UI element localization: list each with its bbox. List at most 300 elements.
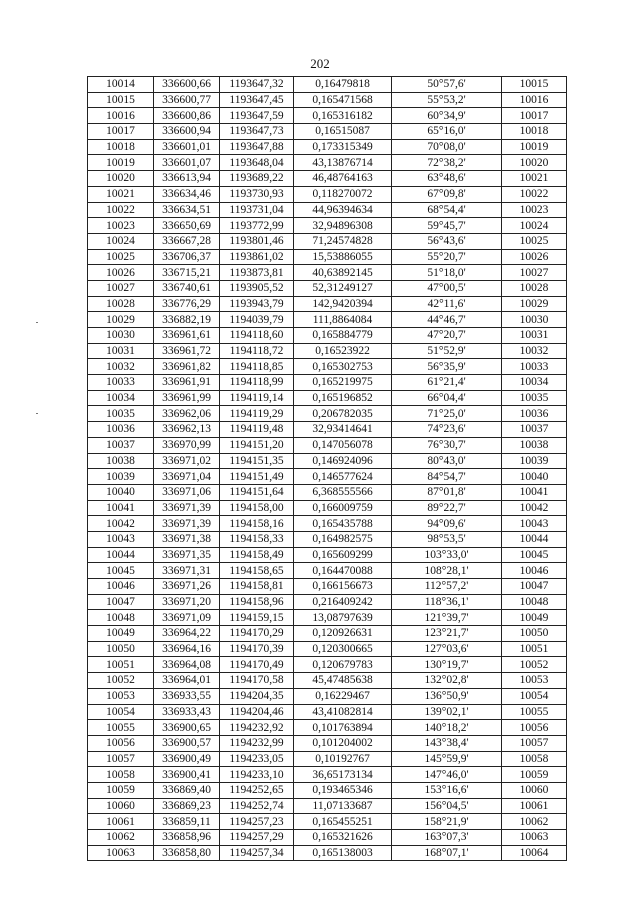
point-from-cell: 10032 [88,359,154,375]
point-to-cell: 10053 [502,673,567,689]
table-row [88,453,567,469]
scan-mark [36,322,38,323]
point-from-cell: 10041 [88,500,154,516]
point-from-cell: 10031 [88,343,154,359]
distance-cell: 0,146577624 [294,469,392,485]
table-row [88,626,567,642]
point-from-cell: 10042 [88,516,154,532]
distance-cell: 0,193465346 [294,782,392,798]
y-coordinate-cell: 1194158,65 [220,563,294,579]
point-from-cell: 10051 [88,657,154,673]
table-row [88,233,567,249]
y-coordinate-cell: 1194257,29 [220,830,294,846]
point-to-cell: 10048 [502,594,567,610]
table-row [88,531,567,547]
point-from-cell: 10049 [88,626,154,642]
y-coordinate-cell: 1193873,81 [220,265,294,281]
page-number: 202 [310,56,330,71]
direction-angle-cell: 80°43,0' [392,453,502,469]
x-coordinate-cell: 336859,11 [154,814,220,830]
x-coordinate-cell: 336961,61 [154,328,220,344]
direction-angle-cell: 70°08,0' [392,139,502,155]
distance-cell: 142,9420394 [294,296,392,312]
distance-cell: 43,13876714 [294,155,392,171]
x-coordinate-cell: 336869,23 [154,798,220,814]
y-coordinate-cell: 1193905,52 [220,280,294,296]
distance-cell: 0,10192767 [294,751,392,767]
direction-angle-cell: 56°35,9' [392,359,502,375]
table-row [88,579,567,595]
point-to-cell: 10046 [502,563,567,579]
point-from-cell: 10047 [88,594,154,610]
y-coordinate-cell: 1193731,04 [220,202,294,218]
distance-cell: 46,48764163 [294,171,392,187]
distance-cell: 6,368555566 [294,484,392,500]
point-to-cell: 10043 [502,516,567,532]
point-from-cell: 10021 [88,186,154,202]
distance-cell: 0,216409242 [294,594,392,610]
table-row [88,375,567,391]
table-row [88,735,567,751]
y-coordinate-cell: 1194039,79 [220,312,294,328]
direction-angle-cell: 47°00,5' [392,280,502,296]
x-coordinate-cell: 336964,08 [154,657,220,673]
point-to-cell: 10034 [502,375,567,391]
point-to-cell: 10057 [502,735,567,751]
direction-angle-cell: 84°54,7' [392,469,502,485]
point-from-cell: 10030 [88,328,154,344]
table-row [88,830,567,846]
x-coordinate-cell: 336964,22 [154,626,220,642]
table-row [88,249,567,265]
direction-angle-cell: 61°21,4' [392,375,502,391]
y-coordinate-cell: 1194257,34 [220,845,294,861]
point-from-cell: 10058 [88,767,154,783]
y-coordinate-cell: 1194252,65 [220,782,294,798]
x-coordinate-cell: 336900,41 [154,767,220,783]
point-from-cell: 10019 [88,155,154,171]
x-coordinate-cell: 336971,39 [154,516,220,532]
x-coordinate-cell: 336715,21 [154,265,220,281]
direction-angle-cell: 130°19,7' [392,657,502,673]
table-row [88,280,567,296]
point-from-cell: 10039 [88,469,154,485]
point-from-cell: 10034 [88,390,154,406]
x-coordinate-cell: 336667,28 [154,233,220,249]
point-from-cell: 10018 [88,139,154,155]
point-to-cell: 10047 [502,579,567,595]
table-row [88,92,567,108]
point-to-cell: 10015 [502,77,567,93]
distance-cell: 43,41082814 [294,704,392,720]
x-coordinate-cell: 336600,94 [154,124,220,140]
y-coordinate-cell: 1194158,16 [220,516,294,532]
y-coordinate-cell: 1194232,99 [220,735,294,751]
direction-angle-cell: 59°45,7' [392,218,502,234]
point-to-cell: 10027 [502,265,567,281]
table-row [88,720,567,736]
direction-angle-cell: 121°39,7' [392,610,502,626]
direction-angle-cell: 147°46,0' [392,767,502,783]
table-row [88,563,567,579]
scan-mark [36,413,38,414]
y-coordinate-cell: 1194158,00 [220,500,294,516]
direction-angle-cell: 51°52,9' [392,343,502,359]
x-coordinate-cell: 336971,04 [154,469,220,485]
y-coordinate-cell: 1194118,72 [220,343,294,359]
distance-cell: 71,24574828 [294,233,392,249]
table-row [88,594,567,610]
x-coordinate-cell: 336961,72 [154,343,220,359]
point-from-cell: 10014 [88,77,154,93]
point-from-cell: 10022 [88,202,154,218]
direction-angle-cell: 72°38,2' [392,155,502,171]
distance-cell: 0,165302753 [294,359,392,375]
x-coordinate-cell: 336964,01 [154,673,220,689]
direction-angle-cell: 68°54,4' [392,202,502,218]
x-coordinate-cell: 336601,07 [154,155,220,171]
y-coordinate-cell: 1193647,45 [220,92,294,108]
distance-cell: 13,08797639 [294,610,392,626]
y-coordinate-cell: 1193647,88 [220,139,294,155]
table-row [88,139,567,155]
point-from-cell: 10045 [88,563,154,579]
table-row [88,814,567,830]
distance-cell: 111,8864084 [294,312,392,328]
distance-cell: 0,165455251 [294,814,392,830]
distance-cell: 0,165219975 [294,375,392,391]
distance-cell: 0,165316182 [294,108,392,124]
point-to-cell: 10028 [502,280,567,296]
distance-cell: 0,120926631 [294,626,392,642]
y-coordinate-cell: 1194158,33 [220,531,294,547]
x-coordinate-cell: 336933,43 [154,704,220,720]
direction-angle-cell: 132°02,8' [392,673,502,689]
point-from-cell: 10023 [88,218,154,234]
y-coordinate-cell: 1194170,58 [220,673,294,689]
y-coordinate-cell: 1194119,14 [220,390,294,406]
direction-angle-cell: 51°18,0' [392,265,502,281]
y-coordinate-cell: 1194233,05 [220,751,294,767]
point-from-cell: 10024 [88,233,154,249]
direction-angle-cell: 163°07,3' [392,830,502,846]
point-from-cell: 10036 [88,422,154,438]
distance-cell: 11,07133687 [294,798,392,814]
point-from-cell: 10046 [88,579,154,595]
table-row [88,77,567,93]
table-row [88,673,567,689]
distance-cell: 0,164470088 [294,563,392,579]
direction-angle-cell: 108°28,1' [392,563,502,579]
table-row [88,657,567,673]
y-coordinate-cell: 1194158,96 [220,594,294,610]
point-to-cell: 10019 [502,139,567,155]
direction-angle-cell: 76°30,7' [392,437,502,453]
direction-angle-cell: 67°09,8' [392,186,502,202]
distance-cell: 45,47485638 [294,673,392,689]
point-from-cell: 10017 [88,124,154,140]
point-to-cell: 10054 [502,688,567,704]
y-coordinate-cell: 1194119,29 [220,406,294,422]
table-row [88,641,567,657]
direction-angle-cell: 156°04,5' [392,798,502,814]
table-row [88,265,567,281]
table-row [88,390,567,406]
distance-cell: 0,118270072 [294,186,392,202]
table-row [88,186,567,202]
direction-angle-cell: 56°43,6' [392,233,502,249]
x-coordinate-cell: 336600,77 [154,92,220,108]
x-coordinate-cell: 336858,96 [154,830,220,846]
y-coordinate-cell: 1194159,15 [220,610,294,626]
point-to-cell: 10062 [502,814,567,830]
y-coordinate-cell: 1193648,04 [220,155,294,171]
distance-cell: 52,31249127 [294,280,392,296]
direction-angle-cell: 153°16,6' [392,782,502,798]
direction-angle-cell: 60°34,9' [392,108,502,124]
y-coordinate-cell: 1194151,64 [220,484,294,500]
direction-angle-cell: 168°07,1' [392,845,502,861]
distance-cell: 0,146924096 [294,453,392,469]
distance-cell: 44,96394634 [294,202,392,218]
point-to-cell: 10050 [502,626,567,642]
x-coordinate-cell: 336961,99 [154,390,220,406]
x-coordinate-cell: 336961,82 [154,359,220,375]
direction-angle-cell: 66°04,4' [392,390,502,406]
point-from-cell: 10043 [88,531,154,547]
point-from-cell: 10063 [88,845,154,861]
point-from-cell: 10044 [88,547,154,563]
point-to-cell: 10039 [502,453,567,469]
point-to-cell: 10042 [502,500,567,516]
direction-angle-cell: 65°16,0' [392,124,502,140]
distance-cell: 0,206782035 [294,406,392,422]
y-coordinate-cell: 1194151,49 [220,469,294,485]
direction-angle-cell: 87°01,8' [392,484,502,500]
point-from-cell: 10038 [88,453,154,469]
table-row [88,155,567,171]
y-coordinate-cell: 1193689,22 [220,171,294,187]
x-coordinate-cell: 336900,49 [154,751,220,767]
table-row [88,124,567,140]
point-from-cell: 10016 [88,108,154,124]
point-to-cell: 10038 [502,437,567,453]
point-to-cell: 10037 [502,422,567,438]
point-from-cell: 10055 [88,720,154,736]
table-row [88,845,567,861]
distance-cell: 0,165609299 [294,547,392,563]
y-coordinate-cell: 1194170,49 [220,657,294,673]
point-to-cell: 10026 [502,249,567,265]
table-row [88,218,567,234]
point-from-cell: 10054 [88,704,154,720]
y-coordinate-cell: 1194232,92 [220,720,294,736]
point-from-cell: 10015 [88,92,154,108]
y-coordinate-cell: 1194158,81 [220,579,294,595]
distance-cell: 32,93414641 [294,422,392,438]
table-row [88,798,567,814]
point-to-cell: 10059 [502,767,567,783]
point-to-cell: 10056 [502,720,567,736]
table-row [88,312,567,328]
x-coordinate-cell: 336970,99 [154,437,220,453]
distance-cell: 0,165196852 [294,390,392,406]
x-coordinate-cell: 336613,94 [154,171,220,187]
point-to-cell: 10017 [502,108,567,124]
x-coordinate-cell: 336776,29 [154,296,220,312]
direction-angle-cell: 55°20,7' [392,249,502,265]
distance-cell: 0,120300665 [294,641,392,657]
point-to-cell: 10033 [502,359,567,375]
point-from-cell: 10028 [88,296,154,312]
point-to-cell: 10045 [502,547,567,563]
point-from-cell: 10035 [88,406,154,422]
direction-angle-cell: 140°18,2' [392,720,502,736]
point-to-cell: 10041 [502,484,567,500]
point-to-cell: 10022 [502,186,567,202]
direction-angle-cell: 127°03,6' [392,641,502,657]
point-to-cell: 10051 [502,641,567,657]
y-coordinate-cell: 1194118,99 [220,375,294,391]
x-coordinate-cell: 336650,69 [154,218,220,234]
direction-angle-cell: 71°25,0' [392,406,502,422]
y-coordinate-cell: 1194233,10 [220,767,294,783]
distance-cell: 0,101204002 [294,735,392,751]
x-coordinate-cell: 336858,80 [154,845,220,861]
point-to-cell: 10030 [502,312,567,328]
point-to-cell: 10029 [502,296,567,312]
point-from-cell: 10060 [88,798,154,814]
direction-angle-cell: 63°48,6' [392,171,502,187]
x-coordinate-cell: 336962,06 [154,406,220,422]
table-row [88,610,567,626]
point-to-cell: 10018 [502,124,567,140]
table-row [88,704,567,720]
x-coordinate-cell: 336740,61 [154,280,220,296]
x-coordinate-cell: 336634,46 [154,186,220,202]
point-to-cell: 10063 [502,830,567,846]
table-row [88,359,567,375]
distance-cell: 0,147056078 [294,437,392,453]
table-row [88,500,567,516]
table-row [88,767,567,783]
distance-cell: 0,16523922 [294,343,392,359]
x-coordinate-cell: 336961,91 [154,375,220,391]
point-from-cell: 10056 [88,735,154,751]
x-coordinate-cell: 336971,26 [154,579,220,595]
distance-cell: 0,166009759 [294,500,392,516]
point-from-cell: 10026 [88,265,154,281]
direction-angle-cell: 158°21,9' [392,814,502,830]
distance-cell: 0,173315349 [294,139,392,155]
x-coordinate-cell: 336971,09 [154,610,220,626]
point-to-cell: 10031 [502,328,567,344]
point-to-cell: 10040 [502,469,567,485]
x-coordinate-cell: 336971,31 [154,563,220,579]
direction-angle-cell: 112°57,2' [392,579,502,595]
distance-cell: 36,65173134 [294,767,392,783]
distance-cell: 40,63892145 [294,265,392,281]
x-coordinate-cell: 336971,02 [154,453,220,469]
y-coordinate-cell: 1193772,99 [220,218,294,234]
point-to-cell: 10044 [502,531,567,547]
direction-angle-cell: 103°33,0' [392,547,502,563]
y-coordinate-cell: 1194158,49 [220,547,294,563]
point-to-cell: 10035 [502,390,567,406]
table-row [88,202,567,218]
point-to-cell: 10064 [502,845,567,861]
y-coordinate-cell: 1193943,79 [220,296,294,312]
point-to-cell: 10020 [502,155,567,171]
point-to-cell: 10036 [502,406,567,422]
coordinates-table [87,76,567,861]
y-coordinate-cell: 1193730,93 [220,186,294,202]
point-from-cell: 10033 [88,375,154,391]
table-row [88,171,567,187]
point-to-cell: 10032 [502,343,567,359]
distance-cell: 0,16515087 [294,124,392,140]
y-coordinate-cell: 1194118,60 [220,328,294,344]
x-coordinate-cell: 336882,19 [154,312,220,328]
y-coordinate-cell: 1193647,59 [220,108,294,124]
y-coordinate-cell: 1194204,35 [220,688,294,704]
point-to-cell: 10021 [502,171,567,187]
point-from-cell: 10061 [88,814,154,830]
point-from-cell: 10048 [88,610,154,626]
direction-angle-cell: 47°20,7' [392,328,502,344]
table-row [88,422,567,438]
direction-angle-cell: 118°36,1' [392,594,502,610]
direction-angle-cell: 98°53,5' [392,531,502,547]
distance-cell: 0,16229467 [294,688,392,704]
direction-angle-cell: 94°09,6' [392,516,502,532]
point-from-cell: 10029 [88,312,154,328]
point-from-cell: 10020 [88,171,154,187]
point-from-cell: 10050 [88,641,154,657]
table-row [88,547,567,563]
point-from-cell: 10057 [88,751,154,767]
table-row [88,108,567,124]
table-row [88,437,567,453]
point-to-cell: 10023 [502,202,567,218]
y-coordinate-cell: 1194204,46 [220,704,294,720]
table-row [88,343,567,359]
x-coordinate-cell: 336600,66 [154,77,220,93]
x-coordinate-cell: 336933,55 [154,688,220,704]
table-row [88,484,567,500]
x-coordinate-cell: 336601,01 [154,139,220,155]
direction-angle-cell: 74°23,6' [392,422,502,438]
point-from-cell: 10052 [88,673,154,689]
direction-angle-cell: 143°38,4' [392,735,502,751]
x-coordinate-cell: 336964,16 [154,641,220,657]
direction-angle-cell: 44°46,7' [392,312,502,328]
y-coordinate-cell: 1194151,20 [220,437,294,453]
x-coordinate-cell: 336600,86 [154,108,220,124]
point-from-cell: 10025 [88,249,154,265]
distance-cell: 15,53886055 [294,249,392,265]
y-coordinate-cell: 1194257,23 [220,814,294,830]
x-coordinate-cell: 336706,37 [154,249,220,265]
x-coordinate-cell: 336962,13 [154,422,220,438]
direction-angle-cell: 42°11,6' [392,296,502,312]
table-row [88,296,567,312]
point-to-cell: 10055 [502,704,567,720]
point-to-cell: 10025 [502,233,567,249]
distance-cell: 0,120679783 [294,657,392,673]
x-coordinate-cell: 336971,06 [154,484,220,500]
distance-cell: 0,165321626 [294,830,392,846]
